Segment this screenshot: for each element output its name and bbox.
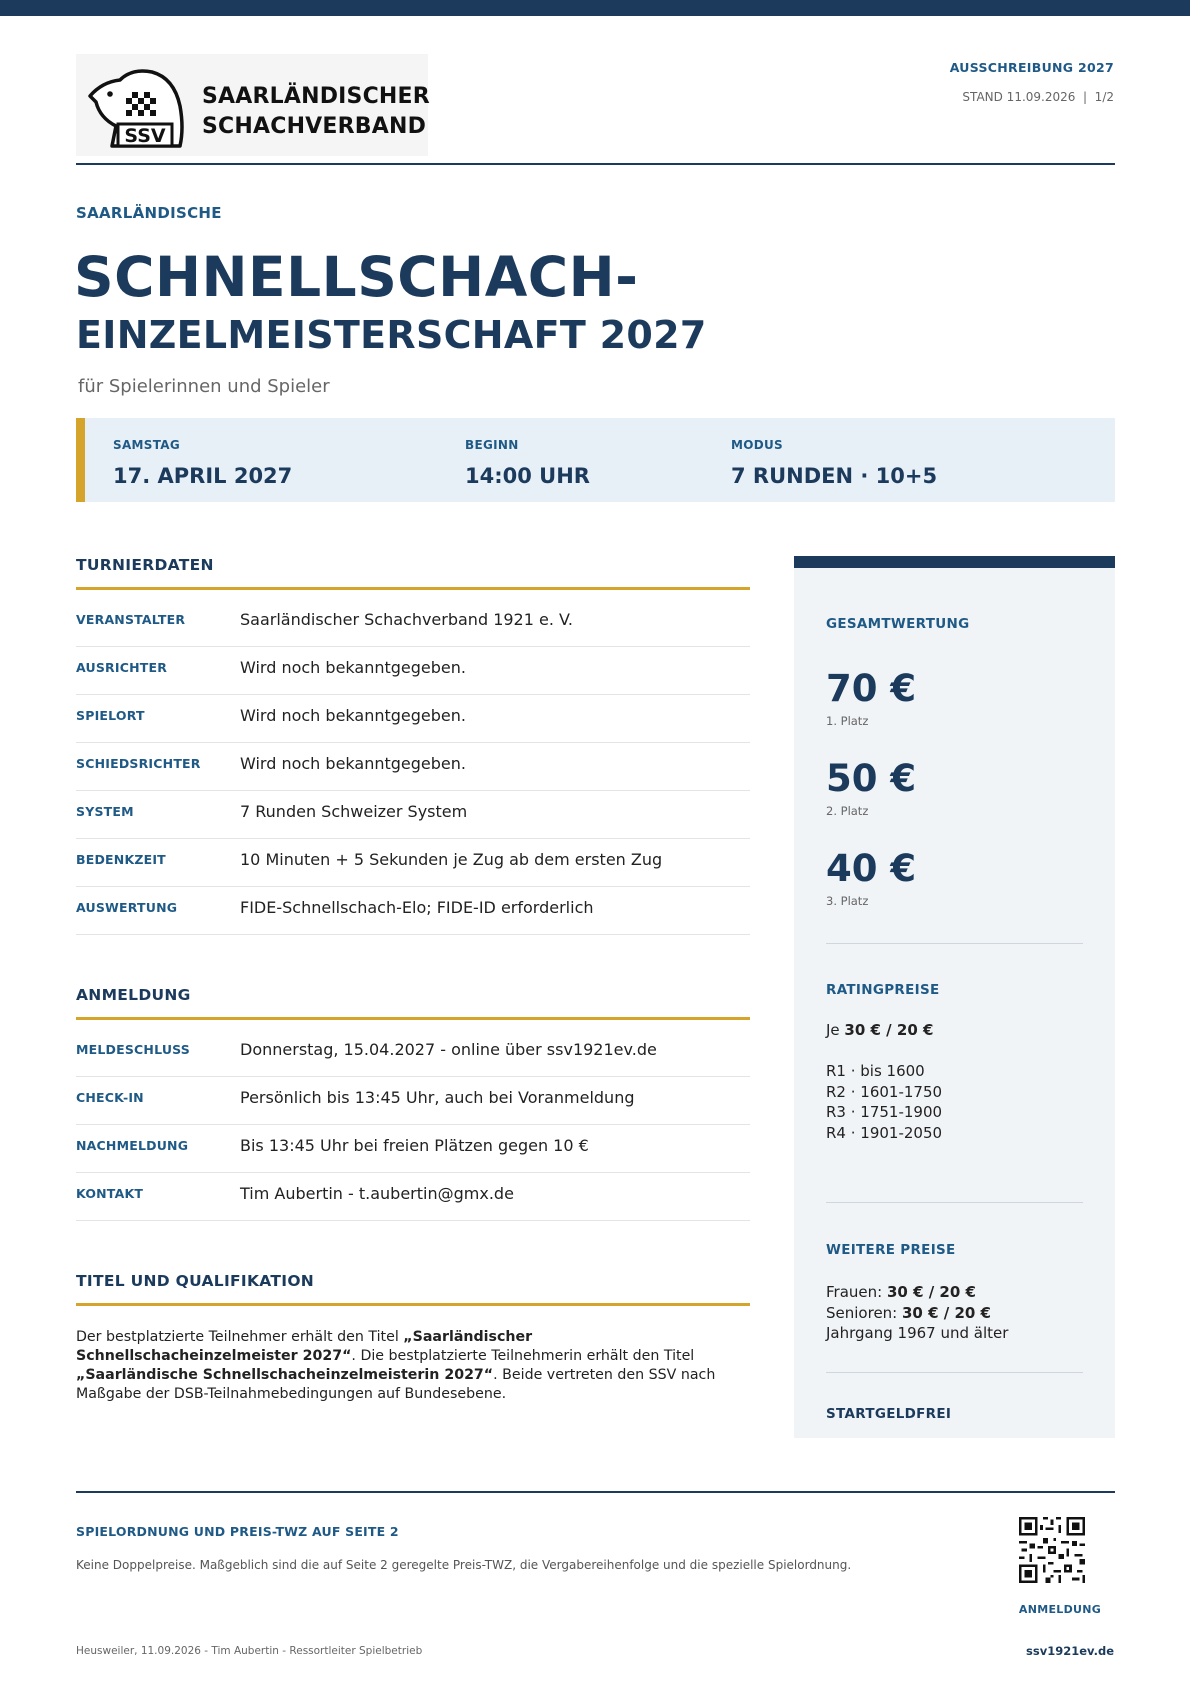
page-title-line-2: EINZELMEISTERSCHAFT 2027 bbox=[76, 313, 707, 357]
list-item: R2 · 1601-1750 bbox=[826, 1082, 943, 1101]
row-value: Saarländischer Schachverband 1921 e. V. bbox=[240, 610, 573, 629]
logo-badge-text: SSV bbox=[124, 125, 166, 147]
section-titel bbox=[76, 1272, 750, 1404]
logo-wordmark bbox=[202, 82, 430, 142]
row-label: NACHMELDUNG bbox=[76, 1138, 189, 1153]
table-row bbox=[76, 599, 750, 647]
section-heading: TITEL UND QUALIFIKATION bbox=[76, 1272, 750, 1306]
text-run: Senioren: bbox=[826, 1303, 902, 1322]
qr-code-label: ANMELDUNG bbox=[1018, 1603, 1102, 1616]
list-item: R3 · 1751-1900 bbox=[826, 1103, 943, 1121]
qr-code-icon[interactable] bbox=[1019, 1517, 1085, 1583]
bold-text: „Saarländischer Schnellschacheinzelmeister 2027“ bbox=[76, 1329, 533, 1364]
fact-date bbox=[113, 438, 292, 488]
row-label: BEDENKZEIT bbox=[76, 852, 166, 867]
fact-value: 14:00 UHR bbox=[465, 464, 590, 488]
document-meta bbox=[950, 60, 1114, 104]
key-facts-bar bbox=[76, 418, 1115, 502]
row-value: Tim Aubertin - t.aubertin@gmx.de bbox=[240, 1184, 514, 1203]
row-value: 10 Minuten + 5 Sekunden je Zug ab dem ersten Zug bbox=[240, 850, 663, 869]
rating-classes bbox=[826, 1061, 1083, 1143]
prize-amount: 70 € bbox=[826, 667, 917, 710]
row-value: FIDE-Schnellschach-Elo; FIDE-ID erforderlich bbox=[240, 898, 594, 917]
ssv-logo bbox=[76, 54, 428, 156]
page-subtitle: für Spielerinnen und Spieler bbox=[78, 376, 330, 397]
prize-1 bbox=[826, 668, 1083, 728]
row-value: Donnerstag, 15.04.2027 - online über ssv1921ev.de bbox=[240, 1040, 657, 1059]
fact-mode bbox=[731, 438, 937, 488]
section-heading: TURNIERDATEN bbox=[76, 556, 750, 590]
footer-divider bbox=[76, 1491, 1115, 1493]
anmeldung-table bbox=[76, 1029, 750, 1221]
row-label: SCHIEDSRICHTER bbox=[76, 756, 201, 771]
table-row bbox=[76, 647, 750, 695]
table-row bbox=[76, 743, 750, 791]
fact-value: 17. APRIL 2027 bbox=[113, 464, 293, 488]
page-title-line-1: SCHNELLSCHACH- bbox=[74, 245, 639, 309]
row-label: SPIELORT bbox=[76, 708, 145, 723]
text-run: Der bestplatzierte Teilnehmer erhält den Titel bbox=[76, 1329, 404, 1345]
row-value: Persönlich bis 13:45 Uhr, auch bei Voranmeldung bbox=[240, 1088, 635, 1107]
footer-heading: SPIELORDNUNG UND PREIS-TWZ AUF SEITE 2 bbox=[76, 1524, 399, 1539]
sidebar-divider bbox=[826, 1202, 1083, 1203]
rating-intro bbox=[826, 1020, 1083, 1041]
text-run: Jahrgang 1967 und älter bbox=[826, 1324, 1009, 1342]
table-row bbox=[76, 695, 750, 743]
table-row bbox=[76, 1125, 750, 1173]
row-value: Wird noch bekanntgegeben. bbox=[240, 754, 466, 773]
prize-amount: 50 € bbox=[826, 757, 917, 800]
ratingpreise-heading: RATINGPREISE bbox=[826, 982, 940, 998]
document-code: AUSSCHREIBUNG 2027 bbox=[949, 60, 1114, 75]
fact-label: BEGINN bbox=[465, 438, 519, 452]
text-run: Frauen: bbox=[826, 1283, 887, 1301]
prize-3 bbox=[826, 848, 1083, 908]
bold-text: 30 € / 20 € bbox=[902, 1303, 991, 1322]
footer-note: Keine Doppelpreise. Maßgeblich sind die auf Seite 2 geregelte Preis-TWZ, die Vergabereihenfolge und die spezielle Spielordnung. bbox=[76, 1558, 852, 1572]
document-status: STAND 11.09.2026 | 1/2 bbox=[962, 90, 1114, 104]
list-item bbox=[826, 1303, 1083, 1324]
prize-rank: 2. Platz bbox=[826, 804, 869, 818]
section-turnierdaten bbox=[76, 556, 750, 935]
section-anmeldung bbox=[76, 986, 750, 1221]
sidebar-divider bbox=[826, 1372, 1083, 1373]
row-label: SYSTEM bbox=[76, 804, 134, 819]
bold-text: 30 € / 20 € bbox=[844, 1021, 934, 1039]
text-run: . Beide vertreten den SSV nach Maßgabe der DSB-Teilnahmebedingungen auf Bundesebene. bbox=[76, 1367, 716, 1402]
turnierdaten-table bbox=[76, 599, 750, 935]
fact-label: SAMSTAG bbox=[113, 438, 181, 452]
top-accent-bar bbox=[0, 0, 1190, 16]
weitere-preise-heading: WEITERE PREISE bbox=[826, 1242, 956, 1258]
table-row bbox=[76, 1077, 750, 1125]
row-label: AUSRICHTER bbox=[76, 660, 168, 675]
startgeldfrei-label: STARTGELDFREI bbox=[826, 1406, 952, 1422]
text-run: . Die bestplatzierte Teilnehmerin erhält den Titel bbox=[351, 1348, 695, 1364]
footer-signature: Heusweiler, 11.09.2026 - Tim Aubertin - Ressortleiter Spielbetrieb bbox=[76, 1645, 423, 1657]
row-value: Wird noch bekanntgegeben. bbox=[240, 658, 466, 677]
row-value: 7 Runden Schweizer System bbox=[240, 802, 468, 821]
row-label: VERANSTALTER bbox=[76, 612, 186, 627]
table-row bbox=[76, 1029, 750, 1077]
weitere-preise-list bbox=[826, 1282, 1083, 1344]
chess-knight-logo-icon bbox=[82, 62, 192, 152]
table-row bbox=[76, 887, 750, 935]
logo-line-1: SAARLÄNDISCHER bbox=[202, 84, 430, 109]
header-divider bbox=[76, 163, 1115, 165]
prize-amount: 40 € bbox=[826, 847, 917, 890]
prize-rank: 3. Platz bbox=[826, 894, 869, 908]
section-heading: ANMELDUNG bbox=[76, 986, 750, 1020]
row-label: KONTAKT bbox=[76, 1186, 144, 1201]
list-item bbox=[826, 1282, 1083, 1303]
table-row bbox=[76, 791, 750, 839]
prizes-sidebar bbox=[794, 556, 1115, 1438]
table-row bbox=[76, 1173, 750, 1221]
fact-value: 7 RUNDEN · 10+5 bbox=[731, 464, 938, 488]
footer-url-link[interactable]: ssv1921ev.de bbox=[1026, 1644, 1114, 1658]
sidebar-divider bbox=[826, 943, 1083, 944]
list-item: R1 · bis 1600 bbox=[826, 1062, 925, 1080]
list-item: R4 · 1901-2050 bbox=[826, 1123, 943, 1142]
table-row bbox=[76, 839, 750, 887]
list-item bbox=[826, 1323, 1083, 1344]
row-label: CHECK-IN bbox=[76, 1090, 144, 1105]
prize-rank: 1. Platz bbox=[826, 714, 869, 728]
row-value: Wird noch bekanntgegeben. bbox=[240, 706, 466, 725]
row-label: MELDESCHLUSS bbox=[76, 1042, 191, 1057]
fact-start bbox=[465, 438, 590, 488]
gesamtwertung-heading: GESAMTWERTUNG bbox=[826, 616, 970, 632]
prize-2 bbox=[826, 758, 1083, 818]
row-value: Bis 13:45 Uhr bei freien Plätzen gegen 10 € bbox=[240, 1136, 589, 1155]
logo-line-2: SCHACHVERBAND bbox=[202, 114, 427, 139]
bold-text: 30 € / 20 € bbox=[886, 1283, 976, 1301]
bold-text: „Saarländische Schnellschacheinzelmeisterin 2027“ bbox=[76, 1367, 494, 1383]
fact-label: MODUS bbox=[731, 438, 783, 452]
text-run: Je bbox=[826, 1021, 845, 1039]
title-kicker: SAARLÄNDISCHE bbox=[76, 204, 222, 222]
title-qualification-text bbox=[76, 1328, 750, 1404]
row-label: AUSWERTUNG bbox=[76, 900, 178, 915]
